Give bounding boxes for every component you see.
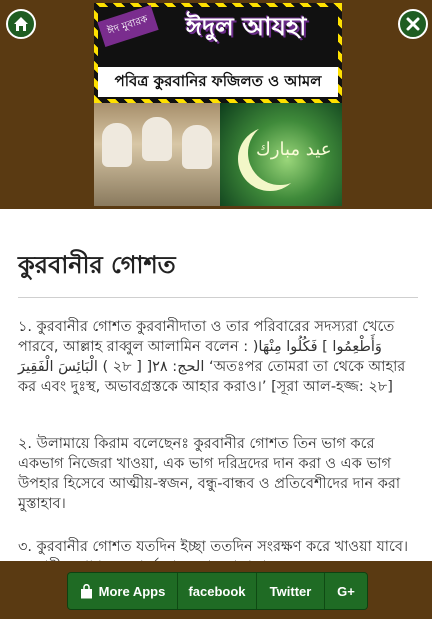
google-plus-button[interactable]: G+ xyxy=(325,573,367,609)
close-button[interactable] xyxy=(398,9,428,39)
facebook-button[interactable]: facebook xyxy=(178,573,257,609)
home-button[interactable] xyxy=(6,9,36,39)
eid-calligraphy: عيد مبارك xyxy=(256,139,332,160)
banner-title-panel xyxy=(94,3,342,103)
share-bar xyxy=(0,561,432,619)
page-title: কুরবানীর গোশত xyxy=(18,251,176,279)
home-icon xyxy=(13,16,29,32)
article-paragraph: ১. কুরবানীর গোশত কুরবানীদাতা ও তার পরিবারের সদস্যরা খেতে পারবে, আল্লাহ রাব্বুল আলামিন বলেন : )فَكُلُوا مِنْهَا [ وَأَطْعِمُوا الْبَائِسَ الْفَقِيرَ ( ২৮ ] ]الحج: ٢٨ ‘অতঃপর তোমরা তা থেকে আহার কর এবং দুঃস্থ, অভাবগ্রস্তকে আহার করাও।’ [সূরা আল-হজ্জ: ২৮] xyxy=(18,319,406,395)
app-banner xyxy=(94,3,342,206)
banner-title: ঈদুল আযহা xyxy=(185,12,307,41)
header-bar xyxy=(0,0,432,209)
article-content xyxy=(0,209,432,619)
banner-badge: ঈদ মুবারক xyxy=(97,5,158,47)
eid-moon-image xyxy=(220,103,342,206)
article-paragraph: ৩. কুরবানীর গোশত যতদিন ইচ্ছা ততদিন সংরক্ষণ করে খাওয়া যাবে। xyxy=(18,539,409,555)
goats-photo xyxy=(94,103,220,206)
more-apps-button[interactable] xyxy=(68,573,178,609)
shopping-bag-icon xyxy=(80,584,93,599)
article-paragraph: ২. উলামায়ে কিরাম বলেছেনঃ কুরবানীর গোশত তিন ভাগ করে একভাগ নিজেরা খাওয়া, এক ভাগ দরিদ্রদের দান করা ও এক ভাগ উপহার হিসেবে আত্মীয়-স্বজন, বন্ধু-বান্ধব ও প্রতিবেশীদের দান করা মুস্তাহাব। xyxy=(18,436,401,512)
twitter-button[interactable]: Twitter xyxy=(257,573,325,609)
share-button-group xyxy=(68,573,367,609)
banner-subtitle: পবিত্র কুরবানির ফজিলত ও আমল xyxy=(98,67,338,97)
more-apps-label: More Apps xyxy=(98,583,166,599)
close-icon xyxy=(406,17,420,31)
divider xyxy=(18,297,418,298)
